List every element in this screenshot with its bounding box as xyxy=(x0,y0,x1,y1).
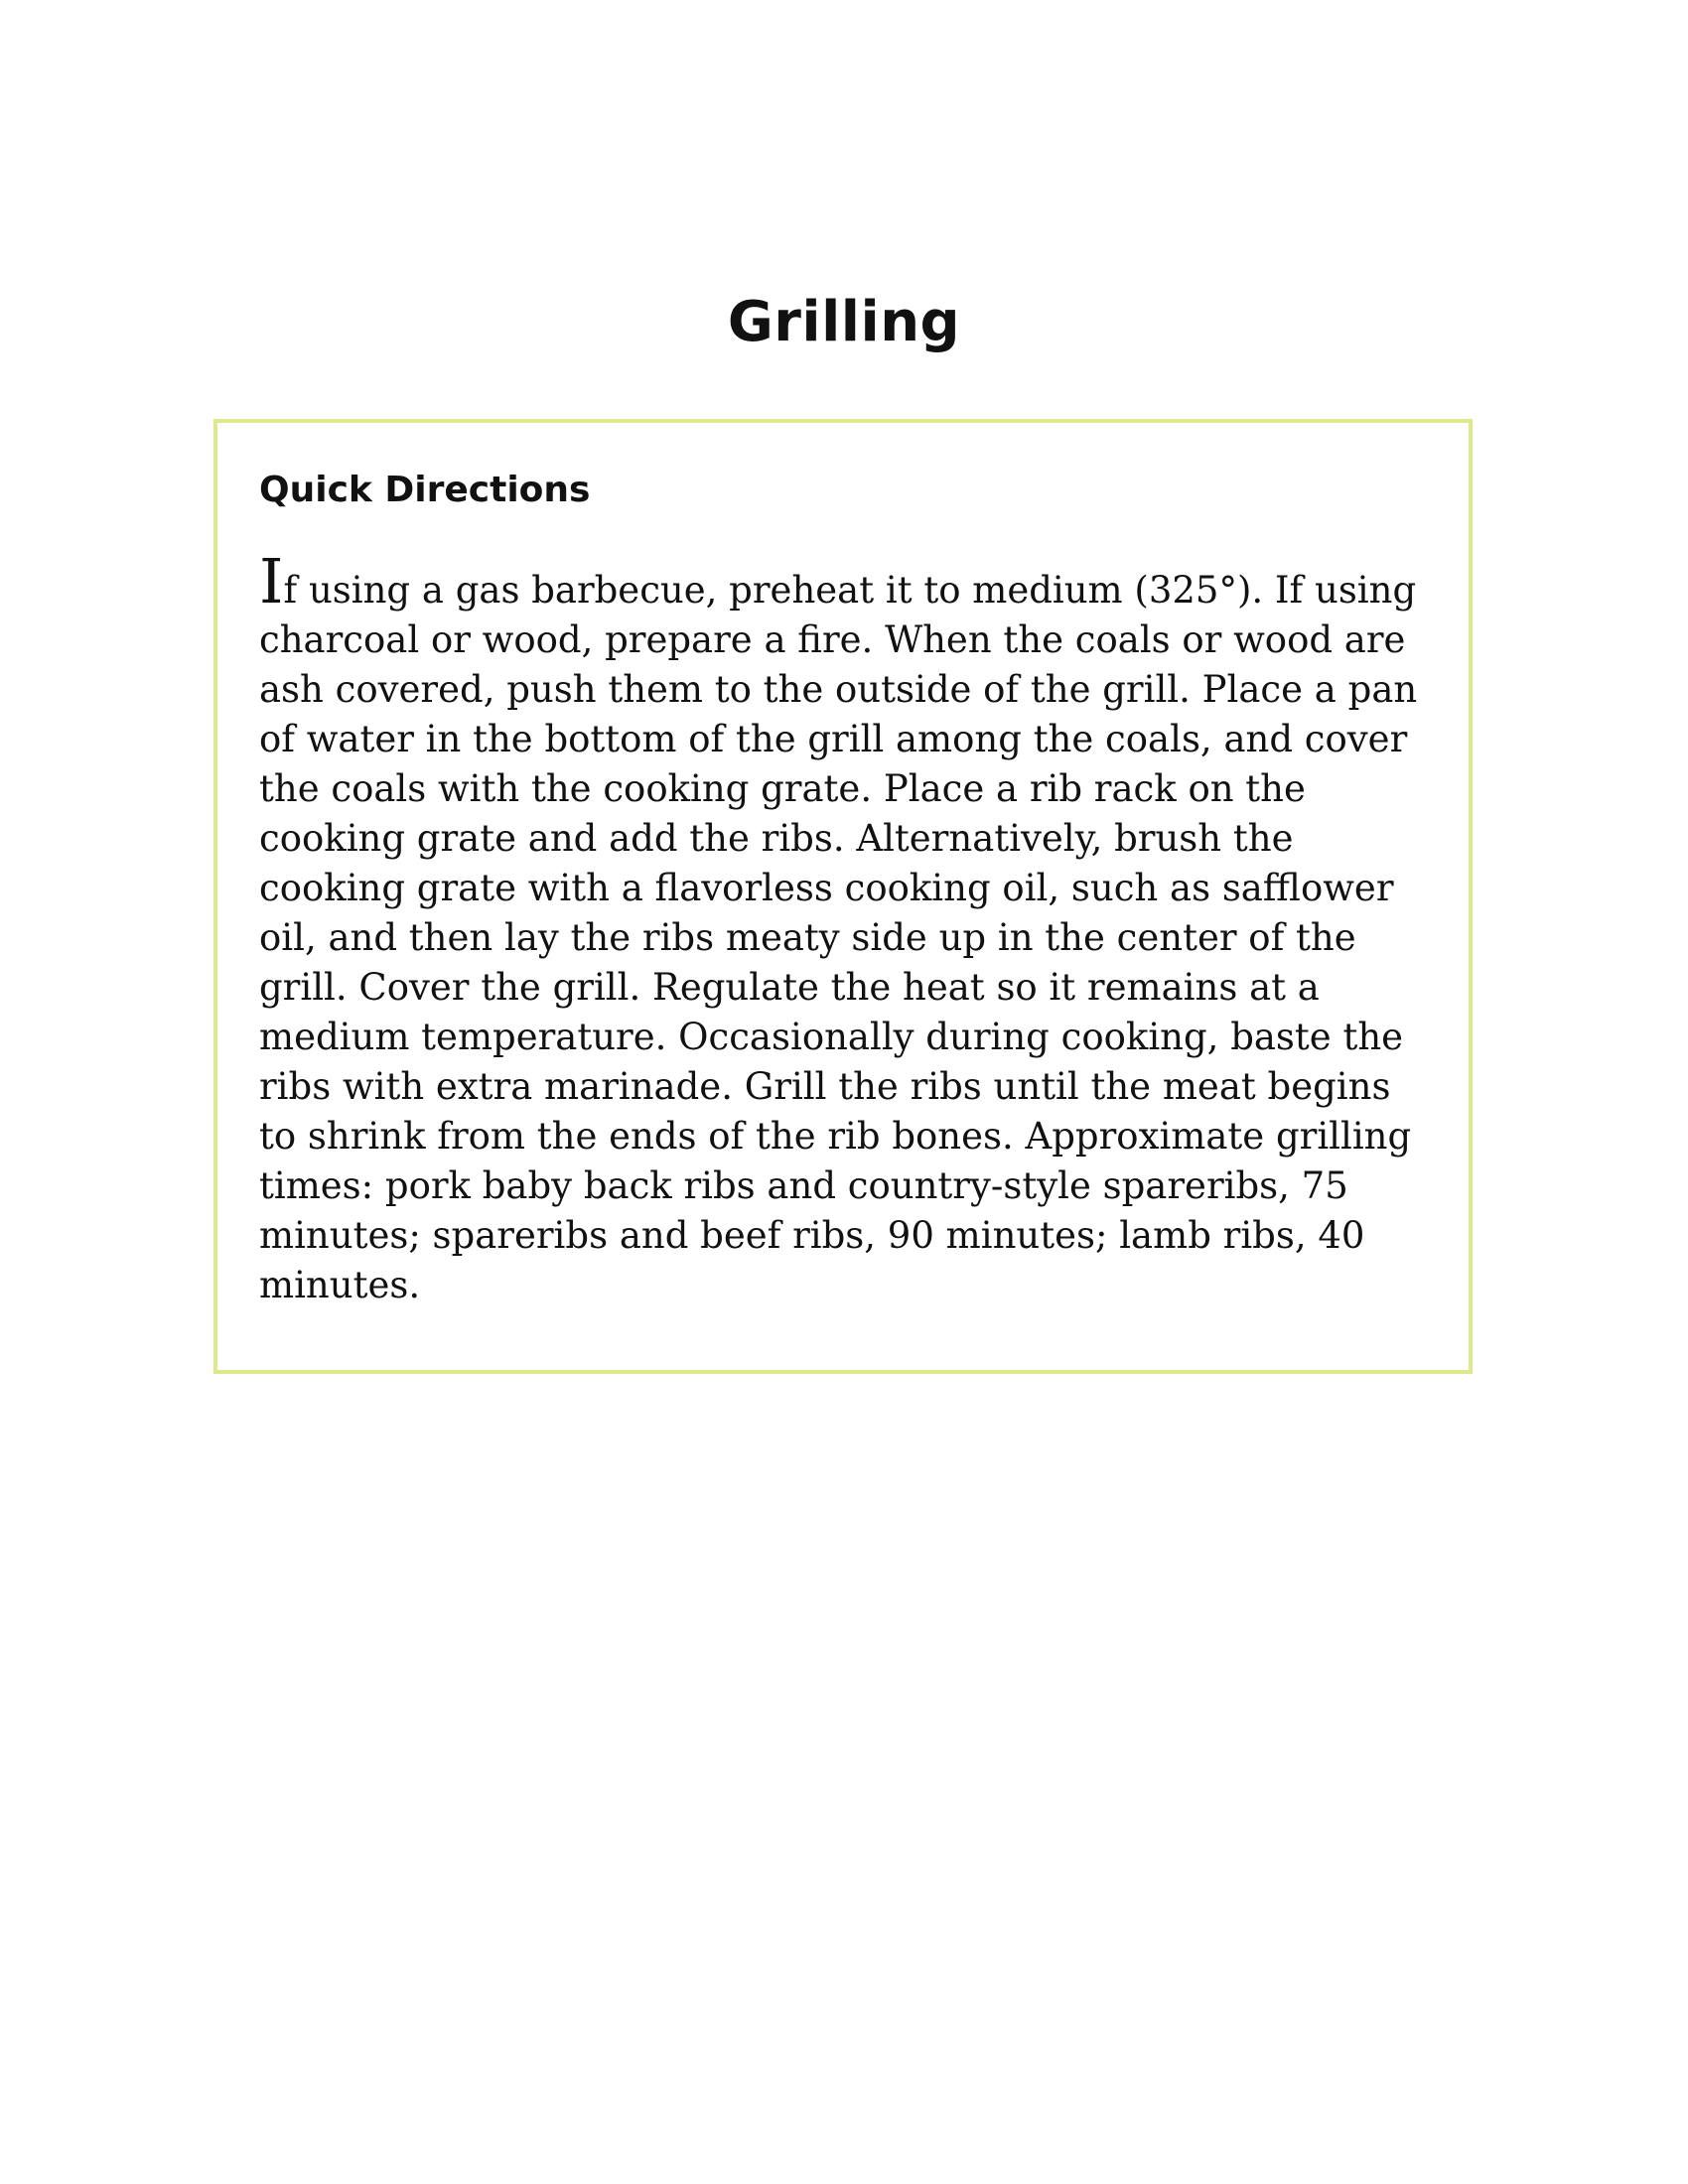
page-title: Grilling xyxy=(727,290,961,354)
quick-directions-text xyxy=(259,545,1431,1310)
drop-cap: I xyxy=(259,545,284,617)
directions-body: f using a gas barbecue, preheat it to medium (325°). If using charcoal or wood, prepare a fire. When the coals or wood are ash covered, push them to the outside of the grill. Place a pan of water in the bottom of the grill among the coals, and cover the coals with the cooking grate. Place a rib rack on the cooking grate and add the ribs. Alternatively, brush the cooking grate with a flavorless cooking oil, such as safflower oil, and then lay the ribs meaty side up in the center of the grill. Cover the grill. Regulate the heat so it remains at a medium temperature. Occasionally during cooking, baste the ribs with extra marinade. Grill the ribs until the meat begins to shrink from the ends of the rib bones. Approximate grilling times: pork baby back ribs and country-style spareribs, 75 minutes; spareribs and beef ribs, 90 minutes; lamb ribs, 40 minutes. xyxy=(259,569,1418,1306)
quick-directions-heading: Quick Directions xyxy=(259,470,591,510)
quick-directions-box xyxy=(213,419,1473,1374)
